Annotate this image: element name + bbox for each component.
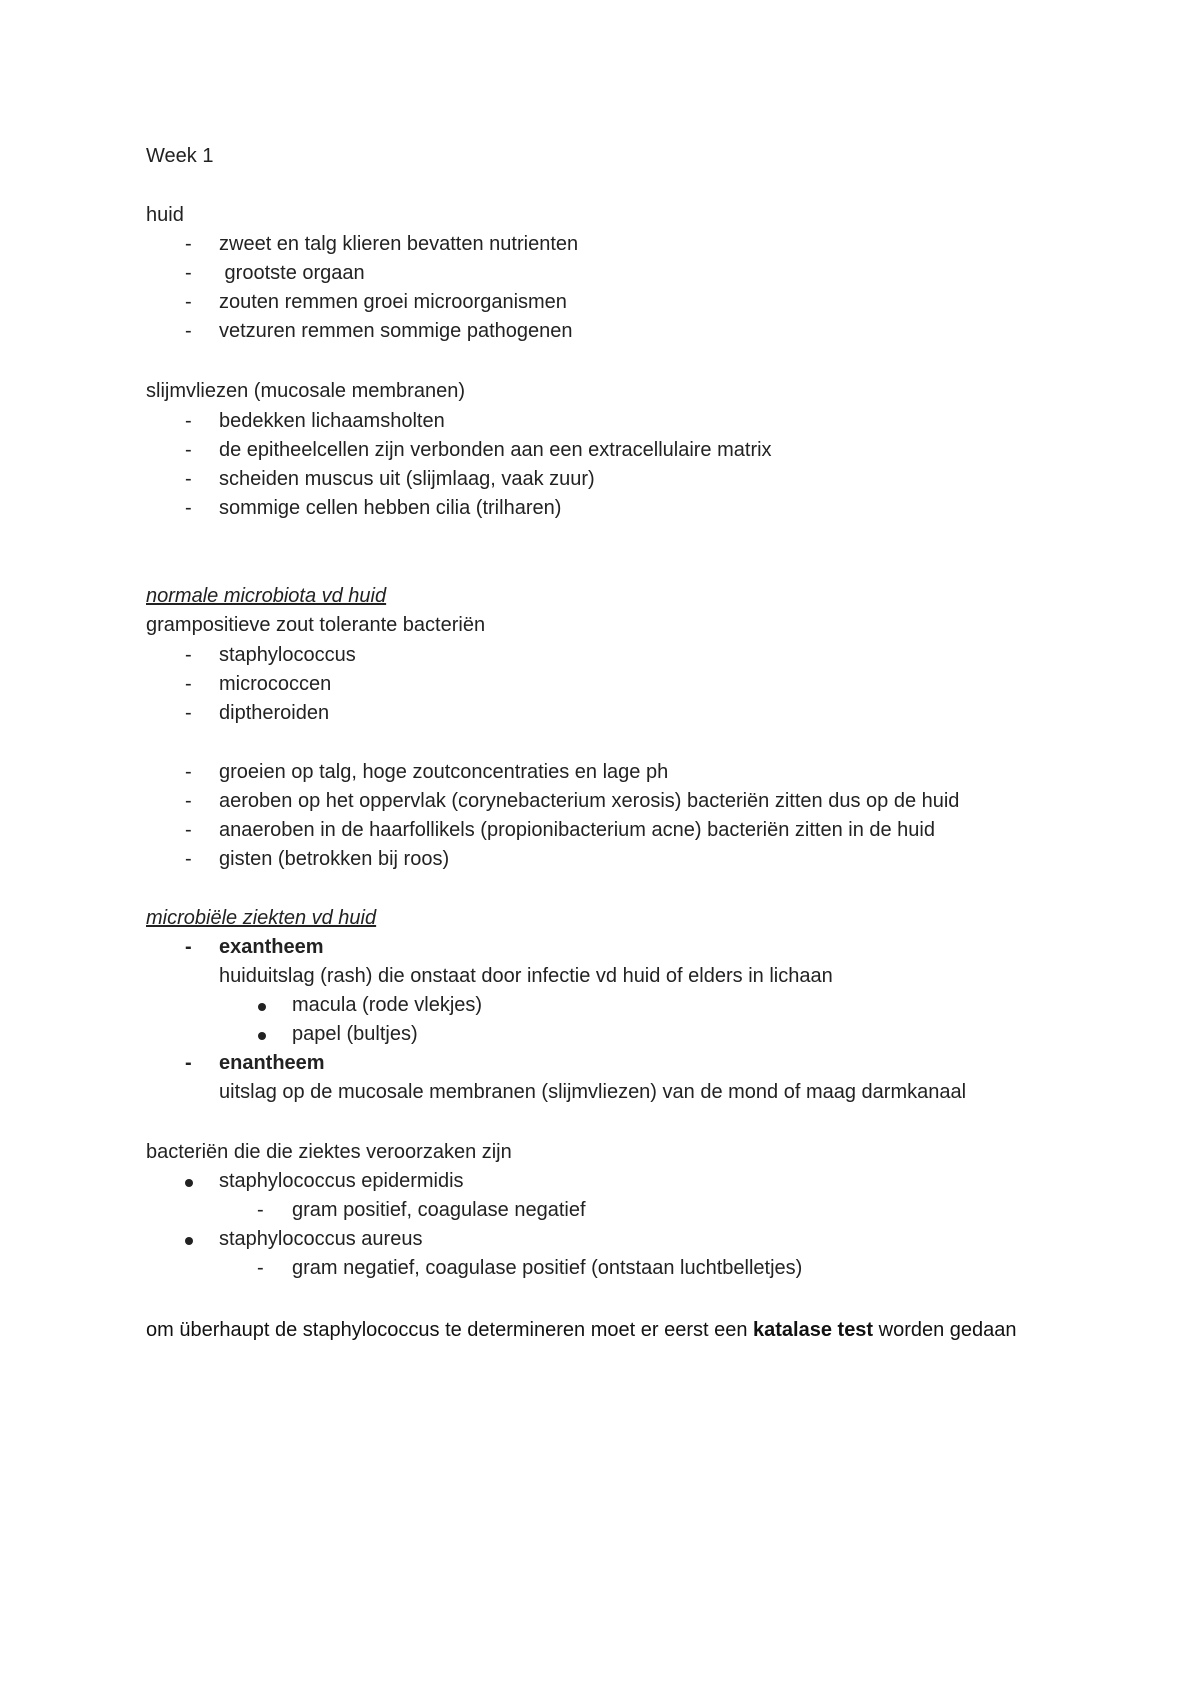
list-item: papel (bultjes) bbox=[292, 1023, 418, 1045]
term-exantheem: exantheem bbox=[219, 936, 324, 958]
list-item: sommige cellen hebben cilia (trilharen) bbox=[219, 497, 562, 519]
conclusion-text: om überhaupt de staphylococcus te determineren moet er eerst een bbox=[146, 1319, 754, 1341]
list-item: staphylococcus epidermidis bbox=[219, 1170, 464, 1192]
dash-marker: - bbox=[185, 439, 192, 461]
conclusion-bold-term: katalase test bbox=[753, 1319, 874, 1341]
list-subitem: gram positief, coagulase negatief bbox=[292, 1199, 586, 1221]
dash-marker: - bbox=[257, 1199, 264, 1221]
section-heading-ziekten bbox=[146, 907, 1080, 930]
dash-marker: - bbox=[185, 468, 192, 490]
dash-marker: - bbox=[185, 497, 192, 519]
dash-marker: - bbox=[185, 702, 192, 724]
dash-marker: - bbox=[185, 291, 192, 313]
list-item: zouten remmen groei microorganismen bbox=[219, 291, 567, 313]
dash-marker: - bbox=[185, 790, 192, 812]
term-description: uitslag op de mucosale membranen (slijmvliezen) van de mond of maag darmkanaal bbox=[219, 1081, 967, 1103]
section-heading-microbiota bbox=[146, 585, 1080, 608]
list-item: bedekken lichaamsholten bbox=[219, 410, 445, 432]
list-item: groeien op talg, hoge zoutconcentraties en lage ph bbox=[219, 761, 669, 783]
list-item: staphylococcus bbox=[219, 644, 356, 666]
list-item: aeroben op het oppervlak (corynebacterium xerosis) bacteriën zitten dus op de huid bbox=[219, 790, 960, 812]
list-item: gisten (betrokken bij roos) bbox=[219, 848, 450, 870]
dash-marker: - bbox=[185, 644, 192, 666]
section-heading-bacterien: bacteriën die die ziektes veroorzaken zijn bbox=[146, 1141, 512, 1163]
dash-marker: - bbox=[185, 819, 192, 841]
dash-marker: - bbox=[185, 761, 192, 783]
section-heading-huid: huid bbox=[146, 204, 184, 226]
dash-marker: - bbox=[185, 848, 192, 870]
document-title: Week 1 bbox=[146, 145, 214, 167]
list-item: diptheroiden bbox=[219, 702, 330, 724]
list-item: grootste orgaan bbox=[219, 262, 365, 284]
dash-marker: - bbox=[185, 1052, 192, 1074]
heading-text: microbiële ziekten vd huid bbox=[146, 907, 377, 929]
list-item: scheiden muscus uit (slijmlaag, vaak zuur) bbox=[219, 468, 595, 490]
list-item: macula (rode vlekjes) bbox=[292, 994, 483, 1016]
dash-marker: - bbox=[185, 262, 192, 284]
bullet-dot bbox=[258, 1032, 266, 1040]
dash-marker: - bbox=[185, 936, 192, 958]
heading-text: normale microbiota vd huid bbox=[146, 585, 387, 607]
list-item: zweet en talg klieren bevatten nutrienten bbox=[219, 233, 579, 255]
term-description: huiduitslag (rash) die onstaat door infectie vd huid of elders in lichaan bbox=[219, 965, 833, 987]
term-enantheem: enantheem bbox=[219, 1052, 325, 1074]
dash-marker: - bbox=[185, 320, 192, 342]
dash-marker: - bbox=[185, 233, 192, 255]
list-item: staphylococcus aureus bbox=[219, 1228, 423, 1250]
dash-marker: - bbox=[257, 1257, 264, 1279]
list-subitem: gram negatief, coagulase positief (ontstaan luchtbelletjes) bbox=[292, 1257, 803, 1279]
subheading: grampositieve zout tolerante bacteriën bbox=[146, 614, 486, 636]
bullet-dot bbox=[258, 1003, 266, 1011]
list-item: vetzuren remmen sommige pathogenen bbox=[219, 320, 573, 342]
list-item: de epitheelcellen zijn verbonden aan een extracellulaire matrix bbox=[219, 439, 772, 461]
bullet-dot bbox=[185, 1237, 193, 1245]
conclusion-text: worden gedaan bbox=[873, 1319, 1017, 1341]
bullet-dot bbox=[185, 1179, 193, 1187]
conclusion-paragraph bbox=[146, 1316, 1080, 1345]
section-heading-slijmvliezen: slijmvliezen (mucosale membranen) bbox=[146, 380, 465, 402]
list-item: micrococcen bbox=[219, 673, 332, 695]
list-item: anaeroben in de haarfollikels (propionibacterium acne) bacteriën zitten in de huid bbox=[219, 819, 935, 841]
dash-marker: - bbox=[185, 410, 192, 432]
dash-marker: - bbox=[185, 673, 192, 695]
